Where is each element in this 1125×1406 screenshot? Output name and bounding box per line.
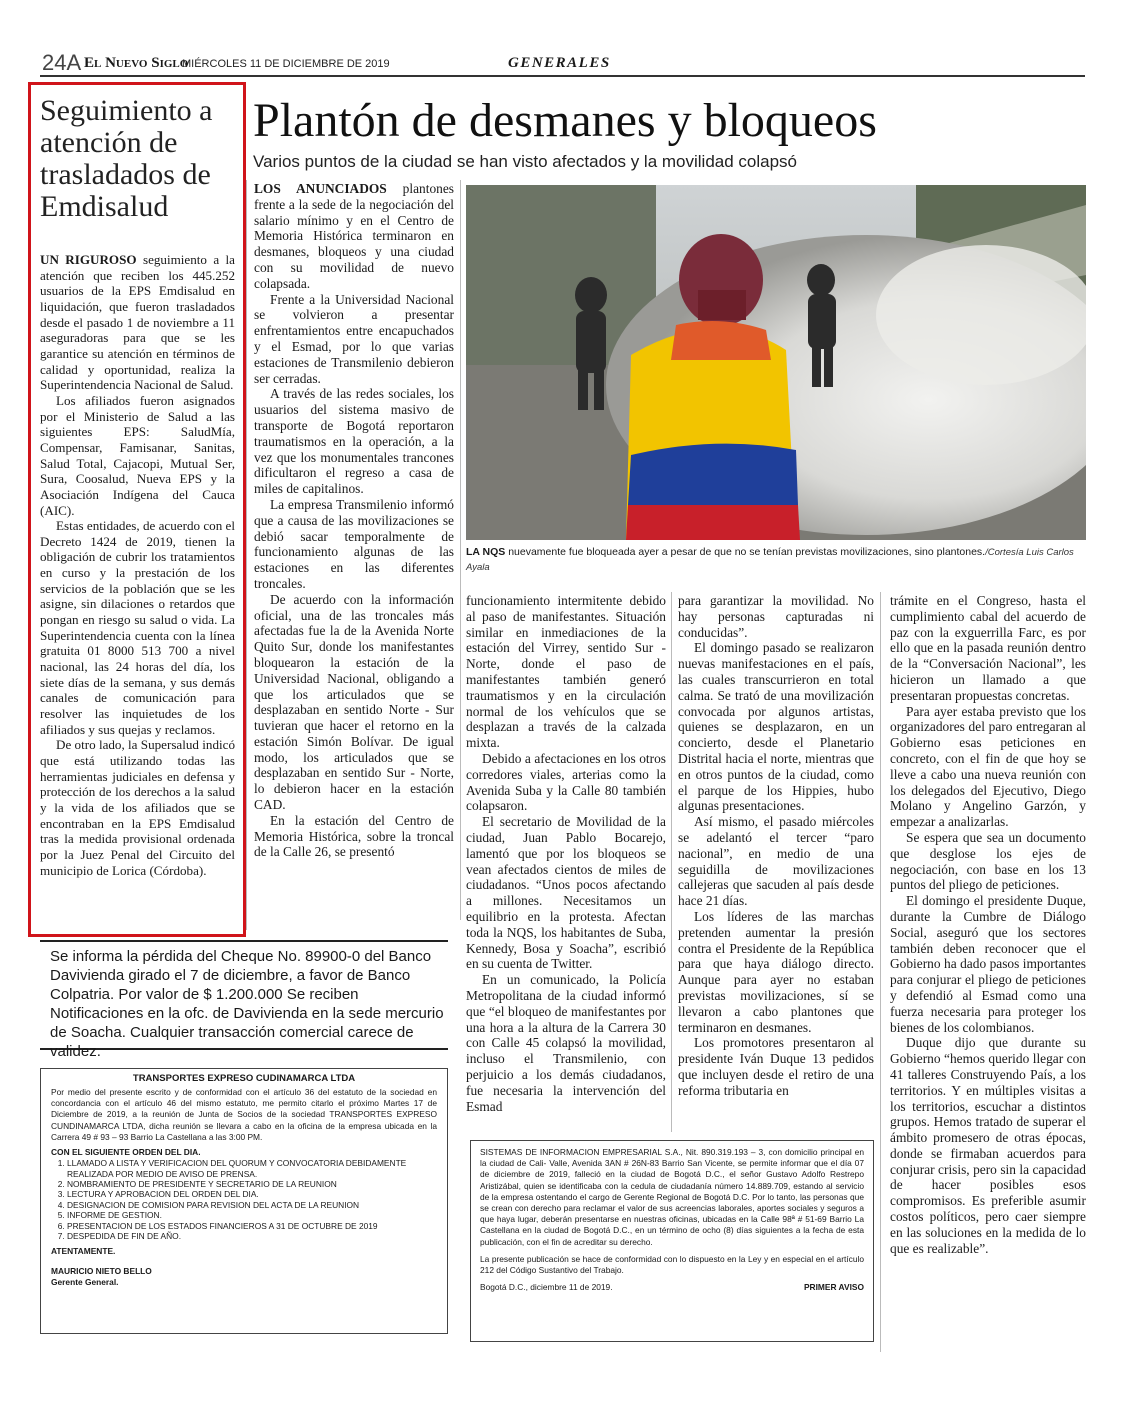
photo-credit: /Cortesía Luis Carlos Ayala <box>466 547 1074 573</box>
article-paragraph: Los líderes de las marchas pretenden aumentar la presión contra el Presidente de la República para que haya diálogo directo. Aunque para ayer no estaban previstas movilizaciones, sí se llevaron a cabo plantones que terminaron en desmanes. <box>678 908 874 1035</box>
column-divider <box>671 592 672 1132</box>
agenda-item: 7. DESPEDIDA DE FIN DE AÑO. <box>67 1231 437 1241</box>
notice-tag: PRIMER AVISO <box>803 1282 864 1293</box>
article-subhead: Varios puntos de la ciudad se han visto afectados y la movilidad colapsó <box>253 152 798 171</box>
notice-legal: La presente publicación se hace de conformidad con lo dispuesto en la Ley y en especial en el artículo 212 del Código Sustantivo del Trabajo. <box>480 1253 864 1276</box>
closing: ATENTAMENTE. <box>51 1246 116 1257</box>
notice-date: Bogotá D.C., diciembre 11 de 2019. <box>480 1282 613 1293</box>
notice-footer <box>480 1282 864 1293</box>
column-divider <box>880 592 881 1352</box>
protest-photo <box>466 185 1086 540</box>
article-headline: Plantón de desmanes y bloqueos <box>253 94 877 147</box>
sidebar-paragraph: De otro lado, la Supersalud indicó que está utilizando todas las herramientas judiciales en defensa y protección de los derechos a la salud y la vida de los afiliados que se encontraban en la EPS Emdisalud tras la medida provisional ordenada por la Juez Penal del Circuito del municipio de Lorica (Córdoba). <box>40 737 235 878</box>
sidebar-paragraph: UN RIGUROSO seguimiento a la atención que reciben los 445.252 usuarios de la EPS Emdisalud en liquidación, que fueron trasladados desde el pasado 1 de noviembre a 11 aseguradoras para que se les garantice su atención en términos de calidad y oportunidad, realiza la Superintendencia Nacional de Salud. <box>40 252 235 393</box>
protest-photo-illustration <box>466 185 1086 540</box>
article-paragraph: para garantizar la movilidad. No hay personas capturadas ni conducidas”. <box>678 593 874 640</box>
sidebar-title: Seguimiento a atención de trasladados de Emdisalud <box>40 94 213 223</box>
article-paragraph: trámite en el Congreso, hasta el cumplimiento cabal del acuerdo de paz con la exguerrilla Farc, es por ello que en la pasada reunión dentro de la “Conversación Nacional”, les hicieron un llamado a que presentaran propuestas concretas. <box>890 593 1086 703</box>
page-number: 24A <box>42 50 82 75</box>
article-paragraph: Duque dijo que durante su Gobierno “hemos querido llegar con 41 talleres Construyendo País, a los territorios. Y en múltiples visitas a los territorios, escuchar a distintos grupos. Hemos tratado de superar el ámbito promesero de otras épocas, donde se firmaban acuerdos para conjurar crisis, pero sin la capacidad de hacer posibles esos compromisos. Es preferible asumir costos políticos, pero caer siempre en las soluciones en la medida de lo que es realizable”. <box>890 1035 1086 1256</box>
header-rule <box>40 75 1085 77</box>
article-paragraph: A través de las redes sociales, los usuarios del sistema masivo de transporte de Bogotá reportaron traumatismos en la operación, a la vez que los monumentales trancones dificultaron el regreso a casa de miles de capitalinos. <box>254 386 454 497</box>
column-divider <box>246 180 247 930</box>
transportes-legal-notice <box>40 1068 448 1334</box>
article-paragraph: Debido a afectaciones en los otros corredores viales, arterias como la Avenida Suba y la Calle 80 también colapsaron. <box>466 750 666 814</box>
article-paragraph: En un comunicado, la Policía Metropolitana de la ciudad informó que “el bloqueo de manifestantes por una hora a la altura de la Carrera 30 con Calle 45 colapsó la movilidad, incluso el Transmilenio, con perjuicio a los demás ciudadanos, fue necesaria la intervención del Esmad <box>466 972 666 1114</box>
article-paragraph: LOS ANUNCIADOS plantones frente a la sede de la negociación del salario mínimo y en el Centro de Memoria Histórica terminaron en desmanes, bloqueos y una ciudad con su movilidad de nuevo colapsada. <box>254 181 454 291</box>
agenda-title: CON EL SIGUIENTE ORDEN DEL DIA. <box>51 1147 201 1158</box>
agenda-item: 5. INFORME DE GESTION. <box>67 1210 437 1220</box>
article-paragraph: Se espera que sea un documento que desglose los ejes de negociación, con base en los 13 puntos del pliego de peticiones. <box>890 829 1086 893</box>
article-paragraph: Así mismo, el pasado miércoles se adelantó el tercer “paro nacional”, en medio de una seguidilla de movilizaciones callejeras que sacuden al país desde hace 21 días. <box>678 814 874 909</box>
lost-cheque-notice: Se informa la pérdida del Cheque No. 89900-0 del Banco Davivienda girado el 7 de diciembre, a favor de Banco Colpatria. Por valor de $ 1.200.000 Se reciben Notificaciones en la ofc. de Davivienda en la sede mercurio de Soacha. Cualquier transacción comercial carece de validez. <box>40 940 448 1050</box>
sistemas-legal-notice <box>470 1140 874 1342</box>
article-paragraph: El domingo el presidente Duque, durante la Cumbre de Diálogo Social, aseguró que los sectores también deben reconocer que el Gobierno ha dado pasos importantes para conjurar el pliego de peticiones y defendió al Esmad como una fuerza necesaria para proteger los bienes de los colombianos. <box>890 893 1086 1035</box>
signer-name: MAURICIO NIETO BELLO <box>51 1265 152 1276</box>
article-paragraph: Frente a la Universidad Nacional se volvieron a presentar enfrentamientos entre encapuchados y el Esmad, por lo que varias estaciones de Transmilenio debieron ser cerradas. <box>254 291 454 386</box>
article-paragraph: En la estación del Centro de Memoria Histórica, sobre la troncal de la Calle 26, se presentó <box>254 812 454 860</box>
sidebar-paragraph: Los afiliados fueron asignados por el Ministerio de Salud a las siguientes EPS: SaludMía, Compensar, Famisanar, Sanitas, Salud Total, Cajacopi, Mutual Ser, Sura, Coosalud, Nueva EPS y la Asociación Indígena del Cauca (AIC). <box>40 392 235 518</box>
agenda-item: 4. DESIGNACION DE COMISION PARA REVISION DEL ACTA DE LA REUNION <box>67 1200 437 1210</box>
article-column-2 <box>466 593 666 1114</box>
issue-date: MIÉRCOLES 11 DE DICIEMBRE DE 2019 <box>182 58 390 70</box>
agenda-item: 2. NOMBRAMIENTO DE PRESIDENTE Y SECRETARIO DE LA REUNION <box>67 1179 437 1189</box>
article-paragraph: La empresa Transmilenio informó que a causa de las movilizaciones se debió sacar temporalmente de funcionamiento algunas de las estaciones en las diferentes troncales. <box>254 496 454 591</box>
article-paragraph: De acuerdo con la información oficial, una de las troncales más afectadas fue la de la Avenida Norte Quito Sur, donde los manifestantes bloquearon la estación de la Universidad Nacional, obligando a que los articulados que se desplazaban en sentido Norte - Sur tuvieran que hacer el retorno en la estación Simón Bolívar. De igual modo, los articulados que se desplazaban en sentido Sur - Norte, lo debieron hacer en la estación CAD. <box>254 591 454 813</box>
article-paragraph: Para ayer estaba previsto que los organizadores del paro entregaran al Gobierno esas peticiones en concreto, con el fin de que hoy se lleve a cabo una nueva reunión con los delegados del Ejecutivo, Diego Molano y Angelino Garzón, y empezar a analizarlas. <box>890 703 1086 830</box>
article-lead: LOS ANUNCIADOS <box>254 181 387 196</box>
section-name: GENERALES <box>508 55 611 71</box>
notice-body: SISTEMAS DE INFORMACION EMPRESARIAL S.A., Nit. 890.319.193 – 3, con domicilio principal en la ciudad de Cali- Valle, Avenida 3AN # 26N-83 Barrio San Vicente, se permite informar que el día 07 de diciembre de 2019, falleció en la ciudad de Bogotá D.C., el señor Gustavo Adolfo Restrepo Aristizábal, quien se identificaba con la cedula de ciudadanía número 14.889.709, estando al servicio de la empresa ostentando el cargo de Gerente Regional de Bogotá D.C. Por lo tanto, las personas que se crean con derecho para reclamar el valor de sus acreencias laborales, aportes sociales y seguros a que haya lugar, deberán presentarse en nuestras oficinas, ubicadas en la Calle 98ª # 51-69 Barrio La Castellana en la ciudad de Bogotá D.C., en un término de ocho (8) días siguientes a la fecha de esta publicación, con el fin de acreditar su derecho. <box>480 1147 864 1247</box>
caption-lead: LA NQS <box>466 546 506 558</box>
article-paragraph: El domingo pasado se realizaron nuevas manifestaciones en el país, las cuales transcurrieron en total calma. Se trató de una movilización convocada por algunos artistas, quienes se desplazaron, en un concierto, desde el Planetario Distrital hacia el norte, mientras que en otros puntos de la ciudad, como el parque de los Hippies, hubo algunas presentaciones. <box>678 640 874 814</box>
photo-caption <box>466 545 1086 575</box>
article-column-1 <box>254 181 454 860</box>
newspaper-name: El Nuevo Siglo <box>84 55 189 71</box>
agenda-item: 3. LECTURA Y APROBACION DEL ORDEN DEL DIA. <box>67 1189 437 1199</box>
article-column-3 <box>678 593 874 1099</box>
agenda-item: 6. PRESENTACION DE LOS ESTADOS FINANCIEROS A 31 DE OCTUBRE DE 2019 <box>67 1221 437 1231</box>
notice-body: Por medio del presente escrito y de conformidad con el artículo 36 del estatuto de la sociedad en concordancia con el artículo 46 del mismo estatuto, me permito citarlo el próximo Martes 17 de Diciembre de 2019, a la reunión de Junta de Socios de la sociedad TRANSPORTES EXPRESO CUNDINAMARCA LTDA, dicha reunión se llevara a cabo en la oficina de la empresa ubicada en la Carrera 49 # 93 – 93 Barrio La Castellana a las 3:00 PM. <box>51 1087 437 1142</box>
caption-text: nuevamente fue bloqueada ayer a pesar de que no se tenían previstas movilizaciones, sino plantones. <box>508 546 986 558</box>
column-divider <box>460 180 461 920</box>
agenda-list <box>51 1158 437 1241</box>
signer-role: Gerente General. <box>51 1276 119 1287</box>
notice-title: TRANSPORTES EXPRESO CUDINAMARCA LTDA <box>132 1073 356 1084</box>
sidebar-paragraph: Estas entidades, de acuerdo con el Decreto 1424 de 2019, tienen la obligación de cubrir los tratamientos en curso y la prestación de los servicios de la población que se les asigne, sin dilaciones o retardos que pongan en riesgo su salud o vida. La Superintendencia cuenta con la línea gratuita 01 8000 513 700 a nivel nacional, las 24 horas del día, los siete días de la semana, y sus demás canales de comunicación para resolver las inquietudes de los afiliados y sus quejas y reclamos. <box>40 518 235 737</box>
article-paragraph: Los promotores presentaron al presidente Iván Duque 13 pedidos que incluyen desde el retiro de una reforma tributaria en <box>678 1035 874 1098</box>
agenda-item: 1. LLAMADO A LISTA Y VERIFICACION DEL QUORUM Y CONVOCATORIA DEBIDAMENTE REALIZADA POR MEDIO DE AVISO DE PRENSA. <box>67 1158 437 1179</box>
article-paragraph: El secretario de Movilidad de la ciudad, Juan Pablo Bocarejo, lamentó que por los bloqueos se vean afectados cientos de miles de ciudadanos. “Unos pocos afectando a millones. Necesitamos un equilibrio en la protesta. Afectan toda la NQS, los habitantes de Suba, Kennedy, Bosa y Soacha”, escribió en su cuenta de Twitter. <box>466 814 666 972</box>
sidebar-body <box>40 252 235 878</box>
article-column-4 <box>890 593 1086 1256</box>
sidebar-lead: UN RIGUROSO <box>40 252 137 267</box>
article-paragraph: funcionamiento intermitente debido al paso de manifestantes. Situación similar en inmediaciones de la estación del Virrey, sentido Sur - Norte, donde el paso de manifestantes también generó traumatismos y en la circulación normal de los vehículos que se desplazan a través de la calzada mixta. <box>466 593 666 751</box>
